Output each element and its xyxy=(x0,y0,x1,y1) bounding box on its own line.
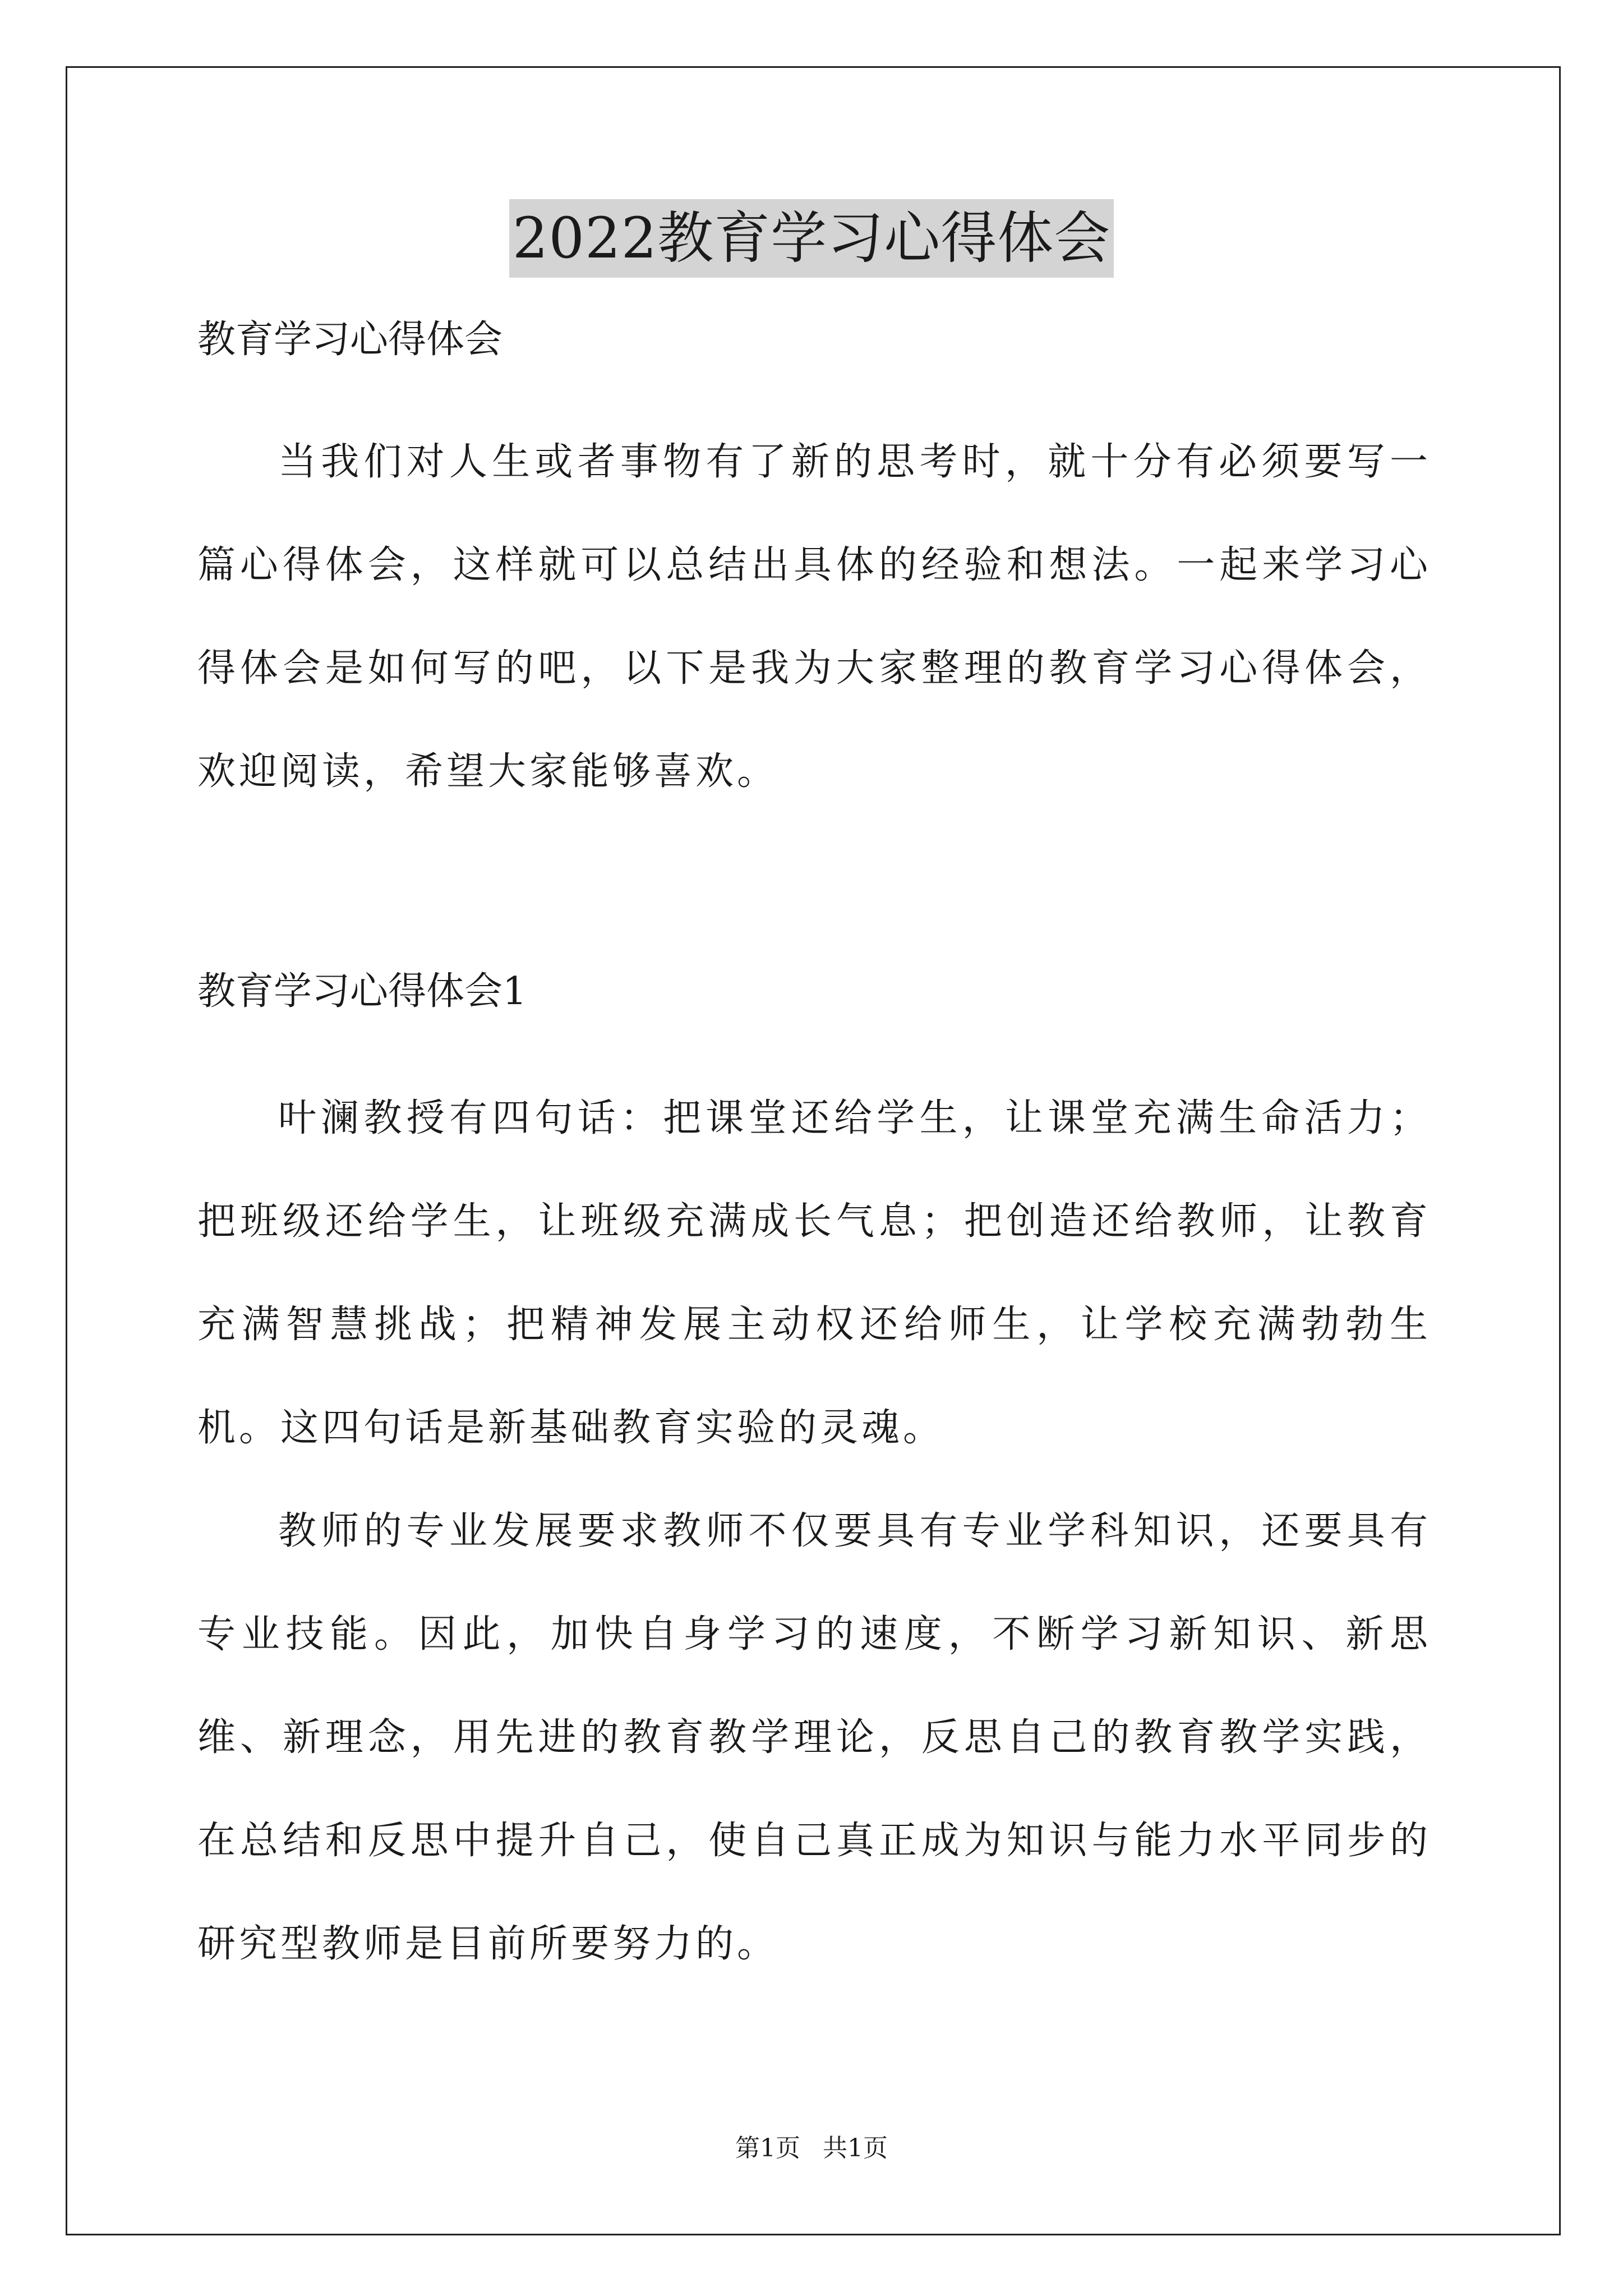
section-paragraph-1: 叶澜教授有四句话：把课堂还给学生，让课堂充满生命活力；把班级还给学生，让班级充满成长气息；把创造还给教师，让教育充满智慧挑战；把精神发展主动权还给师生，让学校充满勃勃生机。这四句话是新基础教育实验的灵魂。 xyxy=(197,1096,1431,1450)
document-title: 2022教育学习心得体会 xyxy=(509,199,1114,278)
title-container xyxy=(0,199,1623,278)
page-footer xyxy=(0,2132,1623,2165)
section-heading: 教育学习心得体会1 xyxy=(197,969,527,1014)
page-number-total: 共1页 xyxy=(823,2134,888,2162)
page-number-current: 第1页 xyxy=(735,2134,800,2162)
document-body xyxy=(197,314,1431,1996)
intro-heading: 教育学习心得体会 xyxy=(197,318,503,362)
intro-paragraph: 当我们对人生或者事物有了新的思考时，就十分有必须要写一篇心得体会，这样就可以总结出具体的经验和想法。一起来学习心得体会是如何写的吧，以下是我为大家整理的教育学习心得体会，欢迎阅读，希望大家能够喜欢。 xyxy=(197,440,1431,794)
section-paragraph-2: 教师的专业发展要求教师不仅要具有专业学科知识，还要具有专业技能。因此，加快自身学习的速度，不断学习新知识、新思维、新理念，用先进的教育教学理论，反思自己的教育教学实践，在总结和反思中提升自己，使自己真正成为知识与能力水平同步的研究型教师是目前所要努力的。 xyxy=(197,1509,1431,1966)
